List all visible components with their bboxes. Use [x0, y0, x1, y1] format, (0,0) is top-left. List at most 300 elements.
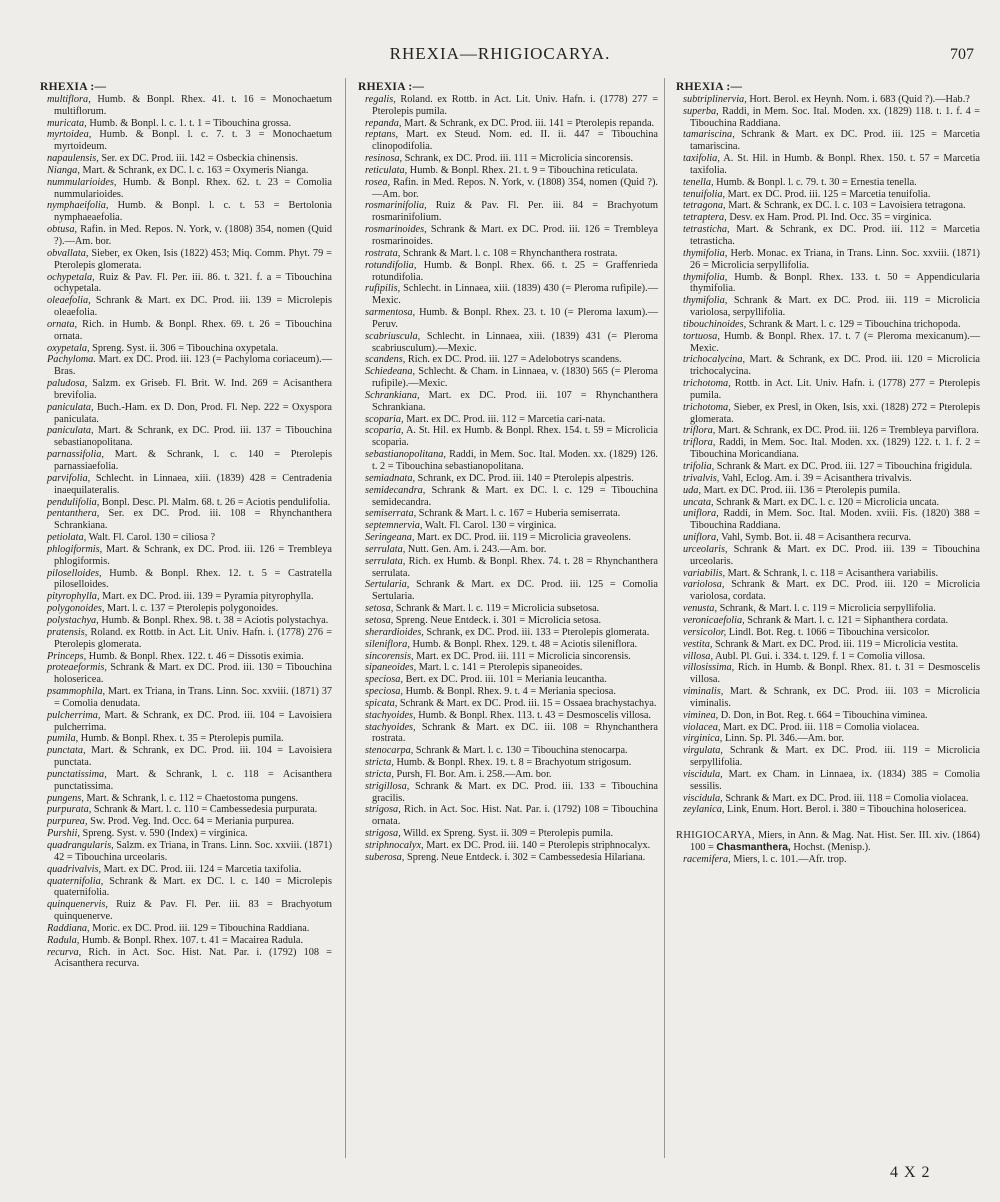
- species-citation: Salzm. ex Triana, in Trans. Linn. Soc. xxviii. (1871) 42 = Tibouchina urceolaris.: [54, 840, 332, 863]
- species-entry: [40, 425, 332, 449]
- species-name: stricta,: [365, 768, 394, 780]
- species-entry: [676, 568, 980, 580]
- species-citation: Schrank & Mart. ex DC. iii. 108 = Rhynchanthera rostrata.: [372, 721, 658, 745]
- species-entry: [358, 283, 658, 307]
- species-name: strigosa,: [365, 804, 401, 816]
- species-name: virginica,: [683, 733, 723, 745]
- species-name: Radula,: [47, 934, 80, 946]
- species-name: violacea,: [683, 721, 721, 733]
- species-entry: [676, 793, 980, 805]
- species-citation: Humb. & Bonpl. Rhex. 133. t. 50 = Appendicularia thymifolia.: [690, 271, 980, 295]
- genus-heading: RHEXIA :—: [40, 81, 107, 93]
- species-name: virgulata,: [683, 745, 723, 757]
- species-citation: Mart. l. c. 141 = Pterolepis sipaneoides.: [416, 662, 583, 674]
- species-name: thymifolia,: [683, 271, 728, 283]
- species-name: taxifolia,: [683, 153, 720, 165]
- species-entry: [40, 686, 332, 710]
- species-entry: [358, 224, 658, 248]
- species-entry: [358, 662, 658, 674]
- species-citation: Salzm. ex Griseb. Fl. Brit. W. Ind. 269 = Acisanthera brevifolia.: [54, 378, 332, 401]
- species-entry: [40, 544, 332, 568]
- species-name: oxypetala,: [47, 342, 90, 354]
- species-name: oleaefolia,: [47, 295, 91, 307]
- species-entry: [358, 603, 658, 615]
- species-entry: [676, 651, 980, 663]
- species-name: trivalvis,: [683, 472, 720, 484]
- entry-list: [40, 94, 332, 970]
- species-citation: Ruiz & Pav. Fl. Per. iii. 83 = Brachyotum quinquenerve.: [54, 899, 332, 923]
- species-citation: Vahl, Eclog. Am. i. 39 = Acisanthera trivalvis.: [719, 472, 912, 484]
- species-entry: [358, 828, 658, 840]
- species-name: semiserrata,: [365, 508, 417, 520]
- species-name: tibouchinoides,: [683, 318, 747, 330]
- species-name: recurva,: [47, 946, 82, 958]
- species-citation: Moric. ex DC. Prod. iii. 129 = Tibouchina Raddiana.: [89, 922, 310, 934]
- species-citation: Humb. & Bonpl. Rhex. 19. t. 8 = Brachyotum strigosum.: [393, 757, 632, 769]
- species-citation: Linn. Sp. Pl. 346.—Am. bor.: [722, 733, 844, 745]
- species-citation: Mart. & Schrank, ex DC. Prod. iii. 141 = Pterolepis repanda.: [401, 117, 655, 129]
- species-entry: [40, 224, 332, 248]
- species-name: polygonoides,: [47, 603, 105, 615]
- species-name: quaternifolia,: [47, 875, 104, 887]
- genus-heading: RHEXIA :—: [358, 81, 425, 93]
- species-name: versicolor,: [683, 626, 727, 638]
- species-name: sherardioides,: [365, 626, 424, 638]
- species-entry: [40, 603, 332, 615]
- species-citation: Rich. in Act. Soc. Hist. Nat. Par. i. (1792) 108 = Tibouchina ornata.: [372, 804, 658, 828]
- species-entry: [358, 449, 658, 473]
- species-citation: Schrank & Mart. ex DC. Prod. iii. 119 = Microlicia vestita.: [712, 638, 959, 650]
- species-entry: [40, 733, 332, 745]
- species-name: paludosa,: [47, 378, 88, 390]
- species-citation: Mart. & Schrank, l. c. 118 = Acisanthera variabilis.: [725, 567, 939, 579]
- species-name: pentanthera,: [47, 508, 100, 520]
- species-name: thymifolia,: [683, 295, 728, 307]
- species-citation: Miers, l. c. 101.—Afr. trop.: [730, 854, 847, 865]
- species-entry: [40, 935, 332, 947]
- species-entry: [40, 508, 332, 532]
- species-entry: [40, 615, 332, 627]
- species-name: rostrata,: [365, 247, 401, 259]
- species-name: nymphaeifolia,: [47, 200, 109, 212]
- species-name: pungens,: [47, 792, 84, 804]
- species-entry: [358, 307, 658, 331]
- species-citation: Sieber, ex Presl, in Oken, Isis, xxi. (1828) 272 = Pterolepis glomerata.: [690, 401, 980, 425]
- species-citation: A. St. Hil. ex Humb. & Bonpl. Rhex. 154. t. 59 = Microlicia scoparia.: [372, 425, 658, 449]
- species-name: scandens,: [365, 354, 406, 366]
- species-citation: Humb. & Bonpl. Rhex. 62. t. 23 = Comolia nummularioides.: [54, 176, 332, 200]
- column-3: [676, 82, 980, 866]
- species-citation: Mart. ex DC. Prod. iii. 107 = Rhynchanthera Schrankiana.: [372, 389, 658, 413]
- species-entry: [40, 876, 332, 900]
- species-name: trifolia,: [683, 461, 715, 472]
- species-name: tortuosa,: [683, 330, 720, 342]
- species-entry: [40, 816, 332, 828]
- species-entry: [40, 165, 332, 177]
- species-entry: [676, 508, 980, 532]
- species-citation: Mart. & Schrank, ex DC. Prod. iii. 126 = Trembleya phlogiformis.: [54, 543, 332, 567]
- species-citation: Mart. ex DC. Prod. iii. 124 = Marcetia taxifolia.: [101, 863, 302, 875]
- species-name: tenella,: [683, 176, 714, 188]
- species-entry: [358, 520, 658, 532]
- species-name: pulcherrima,: [47, 709, 101, 721]
- species-entry: [40, 864, 332, 876]
- species-entry: [358, 639, 658, 651]
- species-name: purpurata,: [47, 804, 92, 816]
- species-entry: [40, 177, 332, 201]
- species-name: tamariscina,: [683, 129, 735, 141]
- species-citation: Humb. & Bonpl. Rhex. 17. t. 7 (= Pleroma mexicanum).—Mexic.: [690, 330, 980, 354]
- species-name: triflora,: [683, 425, 716, 437]
- accepted-genus: Chasmanthera,: [716, 842, 791, 854]
- species-entry: [676, 615, 980, 627]
- species-entry: [358, 722, 658, 746]
- species-citation: Humb. & Bonpl. Rhex. 41. t. 16 = Monochaetum multiflorum.: [54, 93, 332, 117]
- species-entry: [358, 390, 658, 414]
- species-name: villosissima,: [683, 662, 735, 674]
- species-citation: Mart. ex DC. Prod. iii. 136 = Pterolepis pumila.: [701, 484, 901, 496]
- species-entry: [358, 781, 658, 805]
- species-name: superba,: [683, 105, 719, 117]
- species-citation: Humb. & Bonpl. Rhex. 21. t. 9 = Tibouchina reticulata.: [407, 164, 638, 176]
- species-citation: Schrank & Mart. ex DC. l. c. 140 = Microlepis quaternifolia.: [54, 875, 332, 899]
- species-name: obtusa,: [47, 224, 78, 236]
- species-entry: [358, 248, 658, 260]
- species-entry: [40, 153, 332, 165]
- species-name: sileniflora,: [365, 638, 410, 650]
- species-entry: [40, 473, 332, 497]
- species-name: racemifera,: [683, 854, 731, 865]
- species-name: purpurea,: [47, 816, 88, 828]
- species-name: stricta,: [365, 757, 394, 769]
- species-name: repanda,: [365, 117, 402, 129]
- species-citation: Mart. ex DC. Prod. iii. 118 = Comolia violacea.: [720, 721, 920, 733]
- species-citation: Schrank & Mart. ex DC. Prod. iii. 119 = Microlicia variolosa, serpyllifolia.: [690, 295, 980, 319]
- species-citation: Raddi, in Mem. Soc. Ital. Moden. xx. (1829) 126. t. 2 = Tibouchina sebastianopolitana.: [372, 449, 658, 472]
- species-entry: [358, 177, 658, 201]
- species-entry: [676, 804, 980, 816]
- species-name: triflora,: [683, 437, 716, 449]
- species-citation: Ruiz & Pav. Fl. Per. iii. 86. t. 321. f. a = Tibouchina ochypetala.: [54, 271, 332, 295]
- species-entry: [676, 769, 980, 793]
- species-entry: [676, 331, 980, 355]
- species-citation: Schrank & Mart. l. c. 167 = Huberia semiserrata.: [416, 508, 621, 520]
- species-citation: Mart. & Schrank, l. c. 118 = Acisanthera punctatissima.: [54, 768, 332, 792]
- species-citation: Spreng. Syst. ii. 306 = Tibouchina oxypetala.: [89, 342, 279, 354]
- species-citation: Mart. & Schrank, l. c. 140 = Pterolepis parnassiaefolia.: [54, 449, 332, 472]
- entry-list: [676, 94, 980, 816]
- species-name: quinquenervis,: [47, 899, 108, 911]
- species-citation: Ser. ex DC. Prod. iii. 142 = Osbeckia chinensis.: [98, 153, 298, 165]
- species-citation: Schrank & Mart. l. c. 110 = Cambessedesia purpurata.: [91, 804, 318, 816]
- species-entry: [358, 710, 658, 722]
- species-name: tetragona,: [683, 200, 726, 212]
- species-name: rufipilis,: [365, 283, 401, 295]
- genus-family: Hochst. (Menisp.).: [790, 842, 871, 854]
- column-divider: [345, 78, 346, 1158]
- species-name: scabriuscula,: [365, 330, 421, 342]
- species-entry: [40, 118, 332, 130]
- species-entry: [40, 769, 332, 793]
- species-entry: [40, 497, 332, 509]
- species-entry: [40, 627, 332, 651]
- species-citation: Walt. Fl. Carol. 130 = virginica.: [422, 520, 557, 532]
- column-divider: [664, 78, 665, 1158]
- species-citation: Humb. & Bonpl. Rhex. 107. t. 41 = Macairea Radula.: [79, 934, 304, 946]
- species-entry: [676, 544, 980, 568]
- species-name: pendulifolia,: [47, 496, 100, 508]
- species-citation: Rich. in Humb. & Bonpl. Rhex. 81. t. 31 = Desmoscelis villosa.: [690, 662, 980, 686]
- genus-citation: Miers, in Ann. & Mag. Nat. Hist. Ser. III. xiv. (1864) 100 =: [690, 830, 980, 854]
- species-citation: Humb. & Bonpl. l. c. t. 53 = Bertolonia nymphaeaefolia.: [54, 200, 332, 224]
- species-name: semidecandra,: [365, 484, 426, 496]
- species-citation: Humb. & Bonpl. Rhex. 122. t. 46 = Dissotis eximia.: [86, 650, 304, 662]
- species-entry: [358, 118, 658, 130]
- species-name: trichotoma,: [683, 401, 731, 413]
- species-name: spicata,: [365, 697, 398, 709]
- species-name: punctata,: [47, 745, 86, 757]
- species-citation: Link, Enum. Hort. Berol. i. 380 = Tibouchina holosericea.: [724, 804, 967, 816]
- species-citation: Schrank, ex DC. Prod. iii. 140 = Pterolepis alpestris.: [415, 472, 634, 484]
- species-name: setosa,: [365, 603, 394, 615]
- species-name: urceolaris,: [683, 543, 728, 555]
- species-citation: Schrank & Mart. l. c. 108 = Rhynchanthera rostrata.: [400, 247, 618, 259]
- species-entry: [40, 532, 332, 544]
- species-entry: [676, 662, 980, 686]
- species-name: Sertularia,: [365, 579, 410, 591]
- species-citation: Rich. in Humb. & Bonpl. Rhex. 69. t. 26 = Tibouchina ornata.: [54, 318, 332, 342]
- species-entry: [40, 923, 332, 935]
- species-entry: [358, 532, 658, 544]
- species-name: parvifolia,: [47, 472, 91, 484]
- species-citation: Spreng. Neue Entdeck. i. 302 = Cambessedesia Hilariana.: [404, 851, 646, 863]
- species-name: regalis,: [365, 93, 396, 105]
- species-name: serrulata,: [365, 543, 406, 555]
- species-entry: [676, 200, 980, 212]
- species-citation: Mart. & Schrank, ex DC. Prod. iii. 120 = Microlicia trichocalycina.: [690, 354, 980, 378]
- species-citation: Bonpl. Desc. Pl. Malm. 68. t. 26 = Aciotis pendulifolia.: [99, 496, 331, 508]
- species-name: nummularioides,: [47, 176, 117, 188]
- species-name: tetraptera,: [683, 212, 727, 224]
- species-name: phlogiformis,: [47, 543, 103, 555]
- species-name: polystachya,: [47, 614, 99, 626]
- species-name: suberosa,: [365, 851, 405, 863]
- species-name: Schiedeana,: [365, 366, 416, 378]
- species-citation: Humb. & Bonpl. l. c. 1. t. 1 = Tibouchina grossa.: [86, 117, 292, 129]
- species-citation: Mart. ex DC. Prod. iii. 111 = Microlicia sincorensis.: [413, 650, 631, 662]
- species-citation: Schrank, & Mart. l. c. 119 = Microlicia serpyllifolia.: [717, 603, 936, 615]
- species-name: resinosa,: [365, 153, 403, 165]
- species-entry: [676, 473, 980, 485]
- species-entry: [676, 378, 980, 402]
- species-entry: [676, 248, 980, 272]
- species-entry: [40, 804, 332, 816]
- species-citation: Mart. & Schrank, ex DC. l. c. 163 = Oxymeris Nianga.: [79, 164, 309, 176]
- species-name: sarmentosa,: [365, 307, 416, 319]
- species-citation: Humb. & Bonpl. Rhex. 23. t. 10 (= Pleroma laxum).—Peruv.: [372, 307, 658, 330]
- species-entry: [358, 556, 658, 580]
- species-entry: [358, 579, 658, 603]
- species-entry: [358, 425, 658, 449]
- species-citation: Schlecht. in Linnaea, xiii. (1839) 430 (= Pleroma rufipile).—Mexic.: [372, 283, 658, 307]
- species-citation: Schlecht. in Linnaea, xiii. (1839) 431 (= Pleroma scabriusculum).—Mexic.: [372, 330, 658, 354]
- species-citation: Schrank & Mart. ex DC. l. c. 129 = Tibouchina semidecandra.: [372, 484, 658, 508]
- species-citation: Raddi, in Mem. Soc. Ital. Moden. xviii. Fis. (1820) 388 = Tibouchina Raddiana.: [690, 508, 980, 532]
- species-name: uniflora,: [683, 508, 719, 520]
- species-entry: [358, 757, 658, 769]
- species-entry: [358, 508, 658, 520]
- species-entry: [676, 212, 980, 224]
- species-entry: [358, 473, 658, 485]
- species-name: Schrankiana,: [365, 389, 420, 401]
- species-name: rosea,: [365, 176, 391, 188]
- species-name: rotundifolia,: [365, 259, 417, 271]
- species-citation: Schlecht. in Linnaea, xiii. (1839) 428 = Centradenia inaequilateralis.: [54, 472, 332, 496]
- species-citation: Mart. & Schrank, ex DC. Prod. iii. 137 = Tibouchina sebastianopolitana.: [54, 425, 332, 449]
- species-citation: Schrank & Mart. ex DC. Prod. iii. 133 = Tibouchina gracilis.: [372, 780, 658, 804]
- species-entry: [358, 852, 658, 864]
- species-entry: [40, 947, 332, 971]
- species-citation: Ser. ex DC. Prod. iii. 108 = Rhynchanthera Schrankiana.: [54, 508, 332, 532]
- species-name: scoparia,: [365, 413, 404, 425]
- species-citation: Mart. ex Triana, in Trans. Linn. Soc. xxviii. (1871) 37 = Comolia denudata.: [54, 686, 332, 709]
- species-entry: [676, 854, 980, 866]
- species-name: serrulata,: [365, 555, 406, 567]
- species-name: Nianga,: [47, 164, 80, 176]
- species-citation: Humb. & Bonpl. l. c. 7. t. 3 = Monochaetum myrtoideum.: [54, 129, 332, 153]
- species-name: Pachyloma.: [47, 354, 96, 366]
- printer-signature: 4 X 2: [890, 1164, 931, 1181]
- species-name: reticulata,: [365, 164, 408, 176]
- species-name: scoparia,: [365, 425, 404, 437]
- species-name: paniculata,: [47, 401, 94, 413]
- species-entry: [676, 722, 980, 734]
- species-name: proteaeformis,: [47, 662, 107, 674]
- species-entry: [358, 414, 658, 426]
- species-name: uncata,: [683, 496, 714, 508]
- species-citation: Mart. & Schrank, ex DC. Prod. iii. 112 = Marcetia tetrasticha.: [690, 224, 980, 247]
- species-citation: Sieber, ex Oken, Isis (1822) 453; Miq. Comm. Phyt. 79 = Pterolepis glomerata.: [54, 247, 332, 271]
- species-citation: Schrank, ex DC. Prod. iii. 111 = Microlicia sincorensis.: [402, 153, 634, 165]
- species-citation: A. St. Hil. in Humb. & Bonpl. Rhex. 150. t. 57 = Marcetia taxifolia.: [690, 153, 980, 176]
- species-citation: Desv. ex Ham. Prod. Pl. Ind. Occ. 35 = virginica.: [726, 212, 932, 224]
- species-entry: [676, 189, 980, 201]
- species-entry: [358, 544, 658, 556]
- species-entry: [358, 686, 658, 698]
- species-citation: Rich. in Act. Soc. Hist. Nat. Par. i. (1792) 108 = Acisanthera recurva.: [54, 946, 332, 970]
- species-entry: [676, 627, 980, 639]
- species-entry: [358, 200, 658, 224]
- genus-heading: RHEXIA :—: [676, 81, 743, 93]
- species-citation: Ruiz & Pav. Fl. Per. iii. 84 = Brachyotum rosmarinifolium.: [372, 200, 658, 224]
- species-entry: [676, 129, 980, 153]
- species-citation: Mart. ex DC. Prod. iii. 125 = Marcetia tenuifolia.: [725, 188, 931, 200]
- species-citation: Humb. & Bonpl. Rhex. 66. t. 25 = Graffenrieda rotundifolia.: [372, 259, 658, 283]
- species-name: pumila,: [47, 733, 79, 745]
- species-citation: Schrank & Mart. ex DC. Prod. iii. 125 = Comolia Sertularia.: [372, 579, 658, 603]
- species-entry: [358, 485, 658, 509]
- species-citation: Mart. & Schrank, l. c. 112 = Chaetostoma pungens.: [83, 792, 299, 804]
- species-citation: Mart. ex DC. Prod. iii. 123 (= Pachyloma coriaceum).—Bras.: [54, 354, 332, 378]
- species-name: viscidula,: [683, 792, 723, 804]
- species-entry: [676, 425, 980, 437]
- species-name: quadrangularis,: [47, 840, 114, 851]
- species-name: punctatissima,: [47, 768, 107, 780]
- species-entry: [676, 295, 980, 319]
- species-name: Princeps,: [47, 650, 87, 662]
- column-2: [358, 82, 658, 864]
- species-citation: Schrank & Mart. l. c. 119 = Microlicia subsetosa.: [393, 603, 600, 615]
- species-name: speciosa,: [365, 674, 404, 686]
- species-entry: [40, 899, 332, 923]
- species-entry: [676, 532, 980, 544]
- species-name: striphnocalyx,: [365, 840, 424, 851]
- species-name: napaulensis,: [47, 153, 99, 165]
- species-entry: [676, 177, 980, 189]
- species-citation: Pursh, Fl. Bor. Am. i. 258.—Am. bor.: [393, 768, 552, 780]
- species-entry: [676, 272, 980, 296]
- species-name: petiolata,: [47, 532, 87, 544]
- species-entry: [358, 153, 658, 165]
- species-entry: [358, 260, 658, 284]
- genus-name: RHIGIOCARYA,: [676, 830, 755, 842]
- species-entry: [676, 402, 980, 426]
- species-name: speciosa,: [365, 686, 404, 698]
- species-entry: [40, 828, 332, 840]
- species-citation: Buch.-Ham. ex D. Don, Prod. Fl. Nep. 222 = Oxyspora paniculata.: [54, 401, 332, 425]
- species-citation: Humb. & Bonpl. l. c. 79. t. 30 = Ernestia tenella.: [713, 176, 917, 188]
- species-name: viscidula,: [683, 768, 723, 780]
- species-name: tetrasticha,: [683, 224, 730, 236]
- species-citation: Rich. ex Humb. & Bonpl. Rhex. 74. t. 28 = Rhynchanthera serrulata.: [372, 555, 658, 579]
- species-name: ochypetala,: [47, 271, 95, 283]
- species-entry: [40, 295, 332, 319]
- species-name: trichocalycina,: [683, 354, 746, 366]
- species-name: venusta,: [683, 603, 718, 615]
- species-citation: Mart. & Schrank, ex DC. Prod. iii. 126 = Trembleya parviflora.: [715, 425, 979, 437]
- species-name: reptans,: [365, 129, 399, 141]
- species-name: muricata,: [47, 117, 87, 129]
- species-name: sipaneoides,: [365, 662, 417, 674]
- species-entry: [676, 354, 980, 378]
- species-entry: [358, 366, 658, 390]
- species-citation: Schrank & Mart. ex DC. Prod. iii. 126 = Trembleya rosmarinoides.: [372, 224, 658, 247]
- species-entry: [40, 710, 332, 734]
- species-name: paniculata,: [47, 425, 94, 437]
- species-name: psammophila,: [47, 686, 106, 698]
- species-citation: Mart. ex DC. Prod. iii. 140 = Pterolepis striphnocalyx.: [423, 840, 651, 851]
- species-entry: [358, 840, 658, 852]
- species-citation: Rottb. in Act. Lit. Univ. Hafn. i. (1778) 277 = Pterolepis pumila.: [690, 378, 980, 401]
- species-entry: [40, 94, 332, 118]
- species-citation: Mart. & Schrank, ex DC. Prod. iii. 103 = Microlicia viminalis.: [690, 686, 980, 709]
- species-entry: [676, 686, 980, 710]
- species-citation: Mart. l. c. 137 = Pterolepis polygonoides.: [104, 603, 279, 615]
- species-citation: Schrank & Mart. ex DC. Prod. iii. 119 = Microlicia serpyllifolia.: [690, 745, 980, 769]
- species-citation: Mart. & Schrank, ex DC. Prod. iii. 104 = Lavoisiera punctata.: [54, 745, 332, 769]
- species-citation: Rafin. in Med. Repos. N. York, v. (1808) 354, nomen (Quid ?).—Am. bor.: [54, 224, 332, 247]
- species-entry: [676, 639, 980, 651]
- species-entry: [358, 698, 658, 710]
- species-citation: Schrank & Mart. ex DC. Prod. iii. 120 = Microlicia variolosa, cordata.: [690, 579, 980, 603]
- running-head: RHEXIA—RHIGIOCARYA.: [389, 44, 611, 63]
- species-name: vestita,: [683, 638, 713, 650]
- species-entry: [358, 769, 658, 781]
- species-name: uda,: [683, 484, 702, 496]
- species-citation: Mart. & Schrank, ex DC. l. c. 103 = Lavoisiera tetragona.: [725, 200, 966, 212]
- species-name: zeylanica,: [683, 804, 725, 816]
- species-citation: Humb. & Bonpl. Rhex. 129. t. 48 = Aciotis sileniflora.: [409, 638, 638, 650]
